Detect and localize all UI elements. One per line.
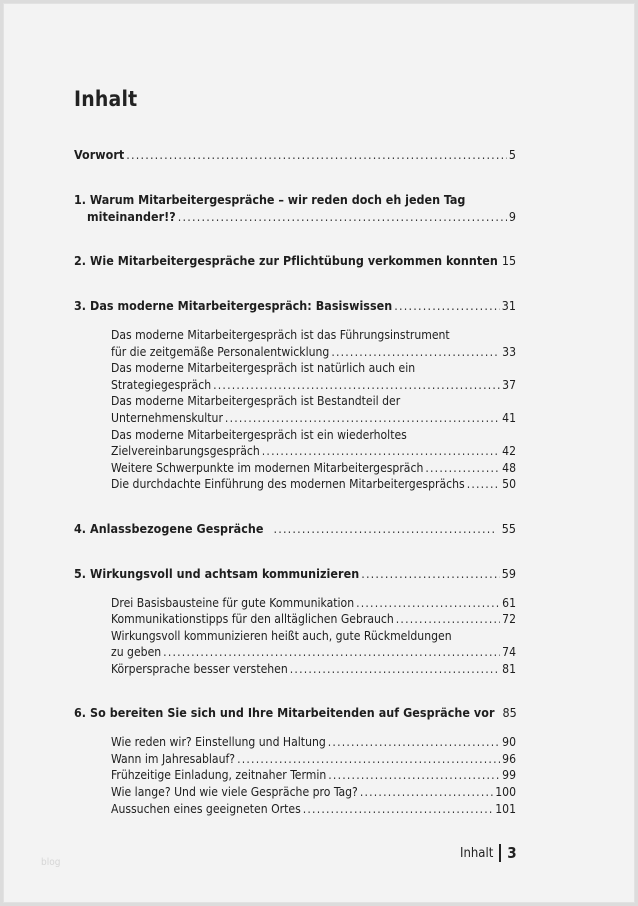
toc-subentry-label: Körpersprache besser verstehen — [111, 661, 288, 676]
toc-entry-label: 5. Wirkungsvoll und achtsam kommunizieren — [74, 565, 360, 581]
toc-entry-label: 1. Warum Mitarbeitergespräche – wir reden doch eh jeden Tag — [74, 191, 466, 207]
toc-page-number: 74 — [502, 645, 516, 660]
toc-subentry[interactable] — [111, 801, 516, 818]
dot-leader — [163, 644, 500, 661]
toc-page-number: 37 — [502, 377, 516, 392]
toc-subentry-label: Das moderne Mitarbeitergespräch ist Bestandteil der — [111, 394, 401, 409]
dot-leader — [273, 521, 495, 538]
toc-page-number: 90 — [502, 735, 516, 750]
toc-subentry-label: Drei Basisbausteine für gute Kommunikation — [111, 595, 355, 610]
toc-page-number: 101 — [495, 801, 516, 816]
toc-page-number: 31 — [501, 298, 516, 314]
toc-entry-preface[interactable] — [74, 147, 516, 164]
dot-leader — [262, 443, 500, 460]
toc-subentry-label: Wie reden wir? Einstellung und Haltung — [111, 735, 326, 750]
toc-page-number: 96 — [502, 751, 516, 766]
dot-leader — [225, 410, 500, 427]
toc-subentry[interactable] — [111, 611, 516, 628]
toc-subentry-label: Weitere Schwerpunkte im modernen Mitarbeitergespräch — [111, 460, 424, 475]
toc-subsections-chapter-6 — [74, 734, 516, 817]
dot-leader — [328, 734, 500, 751]
dot-leader — [126, 147, 507, 164]
toc-subentry[interactable] — [111, 427, 516, 460]
toc-page-number: 55 — [501, 520, 516, 536]
dot-leader — [328, 767, 500, 784]
toc-entry-chapter-1[interactable] — [74, 192, 516, 226]
toc-page-number: 59 — [501, 565, 516, 581]
dot-leader — [356, 595, 500, 612]
toc-subentry[interactable] — [111, 393, 516, 426]
toc-page-number: 50 — [502, 477, 516, 492]
table-of-contents — [74, 147, 516, 817]
toc-entry-chapter-4[interactable] — [74, 521, 516, 538]
toc-subentry-label: Aussuchen eines geeigneten Ortes — [111, 801, 301, 816]
dot-leader — [213, 377, 500, 394]
toc-entry-label-cont: miteinander!? — [87, 208, 176, 224]
dot-leader — [303, 801, 493, 818]
dot-leader — [394, 298, 499, 315]
dot-leader — [467, 476, 500, 493]
dot-leader — [360, 784, 493, 801]
dot-leader — [396, 611, 500, 628]
toc-subentry-label-cont: Strategiegespräch — [111, 377, 212, 392]
toc-subentry-label: Wie lange? Und wie viele Gespräche pro Tag? — [111, 785, 358, 800]
toc-subentry[interactable] — [111, 460, 516, 477]
toc-page-number: 33 — [502, 344, 516, 359]
toc-subentry[interactable] — [111, 784, 516, 801]
toc-subentry-label: Das moderne Mitarbeitergespräch ist ein wiederholtes — [111, 427, 407, 442]
toc-subentry-label: Wann im Jahresablauf? — [111, 751, 236, 766]
toc-page-number: 9 — [508, 208, 516, 224]
toc-subentry[interactable] — [111, 360, 516, 393]
toc-entry-label: 6. So bereiten Sie sich und Ihre Mitarbeitenden auf Gespräche vor — [74, 705, 495, 721]
toc-entry-label: 4. Anlassbezogene Gespräche — [74, 520, 264, 536]
toc-subentry-label: Wirkungsvoll kommunizieren heißt auch, gute Rückmeldungen — [111, 628, 452, 643]
dot-leader — [425, 460, 500, 477]
dot-leader — [178, 209, 507, 226]
toc-page-number: 72 — [502, 612, 516, 627]
toc-subentry-label-cont: Unternehmenskultur — [111, 410, 223, 425]
toc-page-number: 99 — [502, 768, 516, 783]
toc-entry-chapter-2[interactable] — [74, 253, 516, 270]
footer-section-label: Inhalt — [460, 845, 494, 861]
footer-divider — [499, 844, 501, 862]
toc-entry-label: Vorwort — [74, 147, 125, 162]
dot-leader — [290, 661, 500, 678]
toc-subsections-chapter-3 — [74, 327, 516, 493]
toc-entry-chapter-3[interactable] — [74, 298, 516, 315]
toc-subentry-label: Das moderne Mitarbeitergespräch ist natürlich auch ein — [111, 361, 416, 376]
toc-subentry-label: Die durchdachte Einführung des modernen Mitarbeitergesprächs — [111, 477, 465, 492]
toc-subentry[interactable] — [111, 327, 516, 360]
toc-page-number: 100 — [495, 785, 516, 800]
dot-leader — [331, 344, 500, 361]
toc-subentry-label: Frühzeitige Einladung, zeitnaher Termin — [111, 768, 327, 783]
toc-subentry-label-cont: zu geben — [111, 645, 162, 660]
toc-subsections-chapter-5 — [74, 595, 516, 678]
toc-page-number: 81 — [502, 661, 516, 676]
toc-page-number: 48 — [502, 460, 516, 475]
toc-page-number: 85 — [502, 705, 517, 721]
dot-leader — [237, 751, 500, 768]
toc-subentry[interactable] — [111, 661, 516, 678]
toc-subentry[interactable] — [111, 476, 516, 493]
toc-subentry[interactable] — [111, 628, 516, 661]
toc-page-number: 5 — [508, 147, 516, 162]
toc-subentry-label: Kommunikationstipps für den alltäglichen Gebrauch — [111, 612, 394, 627]
toc-page-number: 42 — [502, 444, 516, 459]
toc-entry-label: 2. Wie Mitarbeitergespräche zur Pflichtübung verkommen konnten — [74, 253, 498, 269]
toc-entry-chapter-6[interactable] — [74, 705, 516, 722]
toc-subentry-label-cont: Zielvereinbarungsgespräch — [111, 444, 260, 459]
toc-subentry[interactable] — [111, 734, 516, 751]
document-page — [3, 3, 635, 903]
dot-leader — [361, 566, 500, 583]
toc-entry-label: 3. Das moderne Mitarbeitergespräch: Basiswissen — [74, 298, 393, 314]
toc-subentry[interactable] — [111, 767, 516, 784]
toc-page-number: 15 — [501, 253, 517, 269]
watermark-text: blog — [41, 857, 61, 868]
page-footer — [460, 844, 517, 862]
toc-subentry[interactable] — [111, 595, 516, 612]
footer-page-number: 3 — [507, 844, 517, 862]
page-title: Inhalt — [74, 87, 138, 111]
toc-subentry[interactable] — [111, 751, 516, 768]
toc-page-number: 61 — [502, 595, 516, 610]
toc-subentry-label-cont: für die zeitgemäße Personalentwicklung — [111, 344, 330, 359]
toc-entry-chapter-5[interactable] — [74, 566, 516, 583]
toc-subentry-label: Das moderne Mitarbeitergespräch ist das Führungsinstrument — [111, 327, 450, 342]
toc-page-number: 41 — [502, 410, 516, 425]
